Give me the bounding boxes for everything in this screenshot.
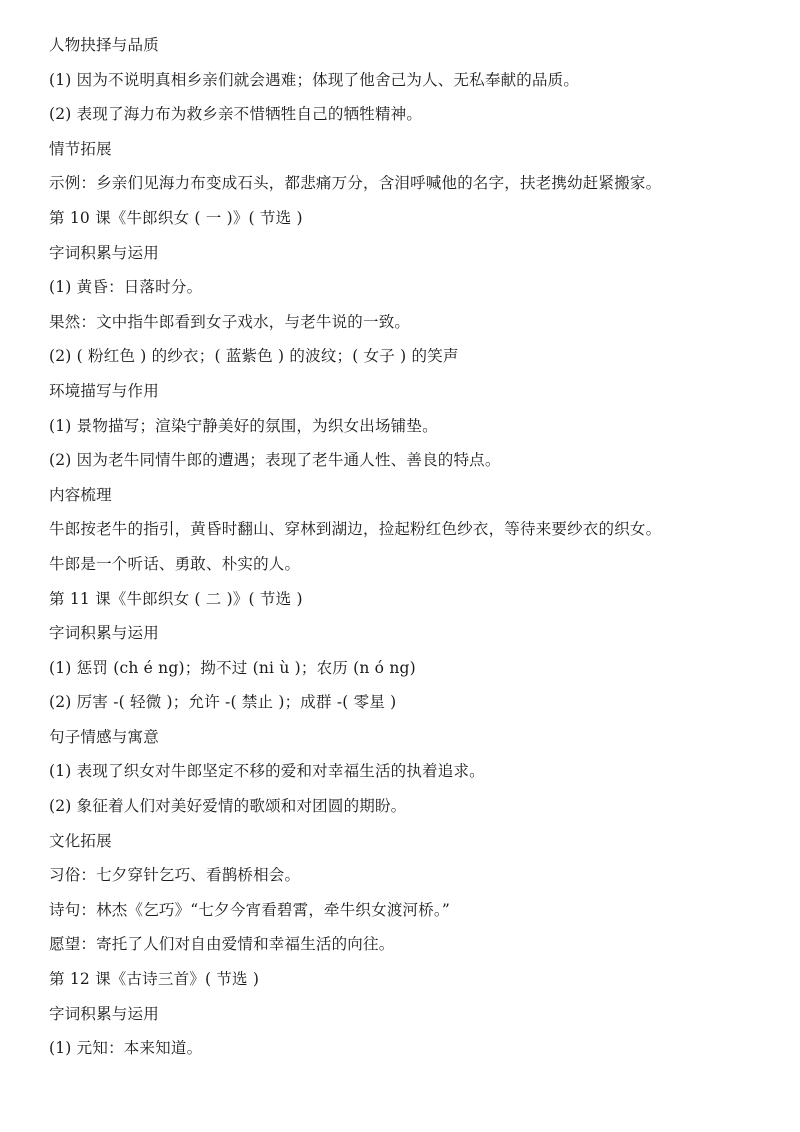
- answer-line: (2) 表现了海力布为救乡亲不惜牺牲自己的牺牲精神。: [49, 105, 423, 124]
- section-heading: 字词积累与运用: [49, 1004, 159, 1023]
- section-heading: 文化拓展: [49, 831, 112, 850]
- section-heading: 情节拓展: [49, 139, 112, 158]
- lesson-title: 第 11 课《牛郎织女 ( 二 )》( 节选 ): [49, 589, 303, 608]
- answer-line: (1) 表现了织女对牛郎坚定不移的爱和对幸福生活的执着追求。: [49, 762, 485, 781]
- answer-line: 牛郎按老牛的指引，黄昏时翻山、穿林到湖边，捡起粉红色纱衣，等待来要纱衣的织女。: [49, 520, 662, 539]
- answer-line: 诗句：林杰《乞巧》“七夕今宵看碧霄，牵牛织女渡河桥。”: [49, 900, 450, 919]
- section-heading: 字词积累与运用: [49, 243, 159, 262]
- answer-line: (1) 元知：本来知道。: [49, 1039, 203, 1058]
- lesson-title: 第 10 课《牛郎织女 ( 一 )》( 节选 ): [49, 208, 303, 227]
- answer-line: (2) 因为老牛同情牛郎的遭遇；表现了老牛通人性、善良的特点。: [49, 451, 501, 470]
- document-body: [49, 34, 769, 1072]
- answer-line: (1) 黄昏：日落时分。: [49, 278, 203, 297]
- section-heading: 内容梳理: [49, 485, 112, 504]
- answer-line: 示例：乡亲们见海力布变成石头，都悲痛万分，含泪呼喊他的名字，扶老携幼赶紧搬家。: [49, 174, 662, 193]
- answer-line: (2) 象征着人们对美好爱情的歌颂和对团圆的期盼。: [49, 797, 407, 816]
- answer-line: 果然：文中指牛郎看到女子戏水，与老牛说的一致。: [49, 312, 411, 331]
- answer-line: 愿望：寄托了人们对自由爱情和幸福生活的向往。: [49, 935, 395, 954]
- answer-line: (1) 景物描写；渲染宁静美好的氛围，为织女出场铺垫。: [49, 416, 438, 435]
- section-heading: 人物抉择与品质: [49, 36, 159, 54]
- section-heading: 句子情感与寓意: [49, 727, 159, 746]
- section-heading: 字词积累与运用: [49, 624, 159, 643]
- answer-line: (2) 厉害 -( 轻微 )；允许 -( 禁止 )；成群 -( 零星 ): [49, 693, 397, 712]
- answer-line: (1) 惩罚 (ch é ng)；拗不过 (ni ù )；农历 (n ó ng): [49, 658, 416, 677]
- answer-line: 习俗：七夕穿针乞巧、看鹊桥相会。: [49, 866, 301, 885]
- answer-line: (2) ( 粉红色 ) 的纱衣；( 蓝紫色 ) 的波纹；( 女子 ) 的笑声: [49, 347, 459, 366]
- answer-line: 牛郎是一个听话、勇敢、朴实的人。: [49, 554, 301, 573]
- lesson-title: 第 12 课《古诗三首》( 节选 ): [49, 970, 260, 989]
- section-heading: 环境描写与作用: [49, 381, 159, 400]
- answer-line: (1) 因为不说明真相乡亲们就会遇难；体现了他舍己为人、无私奉献的品质。: [49, 70, 580, 89]
